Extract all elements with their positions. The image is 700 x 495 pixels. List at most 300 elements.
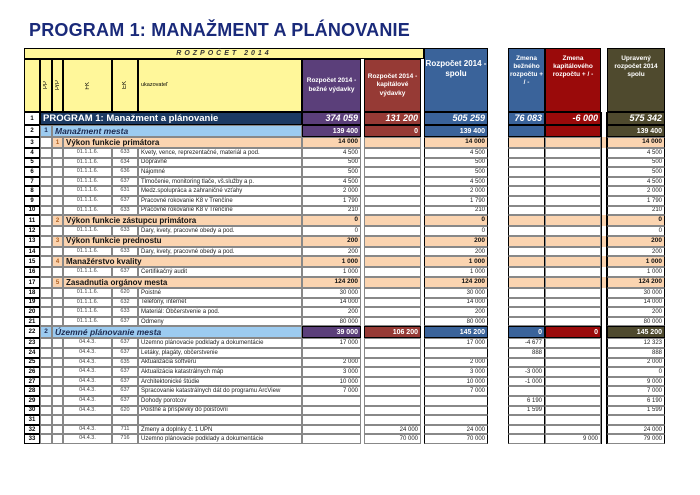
row-zmena-kap [545,226,601,236]
row-fk: 01.1.1.6. [63,226,112,236]
row-zmena-kap [545,206,601,216]
row-bezne: 200 [302,247,361,257]
row-prp [52,148,63,158]
gap-cell [601,125,607,137]
row-zmena-kap [545,158,601,168]
row-zmena-bezne: 6 190 [508,396,545,406]
row-number: 5 [24,158,40,168]
row-pp [40,226,52,236]
row-number: 12 [24,226,40,236]
row-label: Nájomné [138,167,302,177]
row-zmena-bezne: 76 083 [508,112,545,125]
row-ek: 637 [112,317,138,327]
row-kapitalove [364,267,421,277]
row-spolu: 4 500 [424,148,488,158]
row-label: Telefóny, internet [138,298,302,308]
row-prp [52,288,63,298]
row-spolu: 30 000 [424,288,488,298]
row-pp [40,367,52,377]
row-fk: 04.4.3. [63,377,112,387]
row-zmena-bezne [508,236,545,247]
row-ek: 711 [112,425,138,435]
row-number: 8 [24,186,40,196]
row-label: Architektonické štúdie [138,377,302,387]
row-prp: 5 [52,277,63,288]
row-spolu [424,396,488,406]
row-upraveny: 14 000 [607,298,665,308]
row-fk [63,415,112,425]
gap-cell [601,158,607,168]
row-label: Dary, kvety, pracovné obedy a pod. [138,226,302,236]
row-label: Výkon funkcie primátora [63,137,302,148]
row-kapitalove [364,307,421,317]
row-pp [40,196,52,206]
row-upraveny: 0 [607,215,665,226]
gap-cell [601,247,607,257]
gap-cell [601,425,607,435]
row-upraveny: 500 [607,158,665,168]
row-bezne: 39 000 [302,326,361,338]
row-number: 23 [24,338,40,348]
gap-cell [601,338,607,348]
row-fk: 01.1.1.6. [63,206,112,216]
row-label: Územné plánovanie mesta [52,326,302,338]
row-zmena-kap [545,377,601,387]
row-prp [52,307,63,317]
row-pp [40,256,52,267]
gap-cell [601,377,607,387]
row-number: 2 [24,125,40,137]
header-bezne: Rozpočet 2014 - bežné výdavky [302,59,361,112]
row-label: Zasadnutia orgánov mesta [63,277,302,288]
row-spolu: 200 [424,247,488,257]
row-upraveny: 2 000 [607,358,665,368]
row-spolu: 7 000 [424,386,488,396]
row-pp [40,247,52,257]
gap-cell [601,177,607,187]
gap-cell [601,167,607,177]
row-spolu [424,415,488,425]
row-kapitalove [364,148,421,158]
row-zmena-bezne [508,158,545,168]
gap-cell [601,386,607,396]
row-bezne: 17 000 [302,338,361,348]
row-ek: 637 [112,177,138,187]
row-ek: 637 [112,367,138,377]
row-bezne [302,396,361,406]
row-kapitalove [364,277,421,288]
row-zmena-bezne [508,277,545,288]
row-zmena-kap [545,307,601,317]
row-pp [40,348,52,358]
row-zmena-bezne [508,247,545,257]
row-number: 26 [24,367,40,377]
row-prp: 3 [52,236,63,247]
row-zmena-bezne [508,358,545,368]
gap-cell [601,288,607,298]
row-bezne: 10 000 [302,377,361,387]
row-pp [40,317,52,327]
row-zmena-kap [545,137,601,148]
row-fk: 01.1.1.6. [63,167,112,177]
row-kapitalove [364,206,421,216]
row-number: 19 [24,298,40,308]
row-ek: 636 [112,167,138,177]
row-fk: 01.1.1.6. [63,148,112,158]
row-upraveny: 500 [607,167,665,177]
row-spolu: 500 [424,158,488,168]
row-label: Výkon funkcie prednostu [63,236,302,247]
row-number: 3 [24,137,40,148]
row-bezne [302,415,361,425]
row-number: 10 [24,206,40,216]
header-pp [40,59,52,112]
row-zmena-kap [545,277,601,288]
row-zmena-kap [545,396,601,406]
row-pp [40,377,52,387]
row-kapitalove [364,167,421,177]
row-label: Poistné [138,288,302,298]
row-pp: 1 [40,125,52,137]
header-prp [52,59,63,112]
row-fk: 04.4.3. [63,406,112,416]
row-label: Dary, kvety, pracovné obedy a pod. [138,247,302,257]
row-label [138,415,302,425]
row-zmena-kap: -6 000 [545,112,601,125]
row-fk: 04.4.3. [63,434,112,444]
row-kapitalove [364,226,421,236]
row-zmena-bezne [508,425,545,435]
page-title: PROGRAM 1: MANAŽMENT A PLÁNOVANIE [29,20,410,40]
row-upraveny: 79 000 [607,434,665,444]
gap-cell [601,186,607,196]
row-pp [40,167,52,177]
row-number: 9 [24,196,40,206]
row-ek: 633 [112,206,138,216]
header-spolu: Rozpočet 2014 - spolu [424,48,488,112]
row-zmena-kap [545,358,601,368]
row-kapitalove [364,338,421,348]
row-prp [52,158,63,168]
row-prp [52,377,63,387]
row-spolu: 139 400 [424,125,488,137]
row-zmena-bezne [508,196,545,206]
row-number: 6 [24,167,40,177]
row-zmena-kap [545,125,601,137]
row-bezne: 124 200 [302,277,361,288]
row-label: Územno plánovacie podklady a dokumentácie [138,434,302,444]
row-bezne: 0 [302,215,361,226]
row-bezne: 374 059 [302,112,361,125]
row-spolu: 14 000 [424,137,488,148]
row-upraveny: 139 400 [607,125,665,137]
gap-cell [601,396,607,406]
row-zmena-bezne: -3 000 [508,367,545,377]
gap-cell [601,226,607,236]
row-number: 29 [24,396,40,406]
row-prp [52,415,63,425]
row-bezne: 139 400 [302,125,361,137]
row-prp [52,317,63,327]
row-number: 33 [24,434,40,444]
row-zmena-bezne [508,226,545,236]
row-prp [52,338,63,348]
row-zmena-bezne: -1 000 [508,377,545,387]
row-bezne: 3 000 [302,367,361,377]
row-number: 7 [24,177,40,187]
row-kapitalove: 131 200 [364,112,421,125]
row-zmena-kap [545,247,601,257]
row-bezne: 4 500 [302,177,361,187]
header-prp-label: PrP [54,80,61,91]
row-ek: 637 [112,267,138,277]
row-ek: 634 [112,158,138,168]
row-number: 25 [24,358,40,368]
row-spolu: 145 200 [424,326,488,338]
row-zmena-bezne [508,256,545,267]
gap-cell [601,434,607,444]
row-spolu [424,348,488,358]
row-number: 17 [24,277,40,288]
header-ek [112,59,138,112]
row-upraveny: 200 [607,307,665,317]
row-upraveny: 200 [607,247,665,257]
row-pp [40,288,52,298]
row-prp [52,226,63,236]
row-ek: 637 [112,386,138,396]
gap-cell [601,236,607,247]
gap-cell [601,196,607,206]
row-bezne: 210 [302,206,361,216]
row-bezne: 200 [302,236,361,247]
row-upraveny: 7 000 [607,386,665,396]
row-pp [40,434,52,444]
row-zmena-bezne [508,215,545,226]
gap-cell [601,148,607,158]
row-kapitalove [364,348,421,358]
row-fk: 01.1.1.6. [63,317,112,327]
gap-cell [601,112,607,125]
gap-cell [601,367,607,377]
row-kapitalove [364,317,421,327]
row-label: Medz.spolupráca a zahraničné vzťahy [138,186,302,196]
row-zmena-bezne [508,298,545,308]
row-spolu: 14 000 [424,298,488,308]
row-zmena-bezne [508,167,545,177]
row-ek: 716 [112,434,138,444]
row-prp [52,167,63,177]
row-zmena-kap: 9 000 [545,434,601,444]
row-kapitalove [364,137,421,148]
row-label: Letáky, plagáty, občerstvenie [138,348,302,358]
row-upraveny: 2 000 [607,186,665,196]
header-ek-label: EK [122,81,128,90]
row-ek: 633 [112,307,138,317]
row-pp [40,158,52,168]
row-spolu: 3 000 [424,367,488,377]
row-label: Pracovné rokovanie K8 v Trenčíne [138,196,302,206]
row-prp [52,367,63,377]
row-zmena-kap [545,267,601,277]
row-number: 4 [24,148,40,158]
row-spolu [424,406,488,416]
row-fk: 01.1.1.6. [63,288,112,298]
row-number: 31 [24,415,40,425]
gap-cell [601,206,607,216]
row-ek: 635 [112,358,138,368]
row-zmena-kap [545,367,601,377]
row-upraveny: 0 [607,367,665,377]
row-kapitalove [364,236,421,247]
row-upraveny: 145 200 [607,326,665,338]
gap-cell [601,298,607,308]
gap-cell [601,317,607,327]
row-zmena-kap [545,386,601,396]
row-spolu: 17 000 [424,338,488,348]
row-kapitalove [364,298,421,308]
row-zmena-kap [545,186,601,196]
row-pp [40,236,52,247]
row-ek: 637 [112,377,138,387]
row-fk: 01.1.1.6. [63,186,112,196]
budget-banner: ROZPOČET 2014 [24,48,424,59]
row-zmena-bezne [508,415,545,425]
row-pp [40,396,52,406]
row-zmena-bezne: 1 599 [508,406,545,416]
row-upraveny: 1 599 [607,406,665,416]
row-fk: 01.1.1.6. [63,298,112,308]
row-zmena-kap [545,406,601,416]
row-kapitalove [364,158,421,168]
row-label: Pracovné rokovanie K8 v Trenčíne [138,206,302,216]
row-fk: 04.4.3. [63,396,112,406]
row-zmena-bezne [508,125,545,137]
row-upraveny: 30 000 [607,288,665,298]
row-zmena-kap [545,348,601,358]
row-ek: 632 [112,298,138,308]
row-zmena-bezne: -4 677 [508,338,545,348]
row-number: 11 [24,215,40,226]
row-fk: 01.1.1.6. [63,267,112,277]
row-pp [40,338,52,348]
row-upraveny [607,415,665,425]
row-bezne: 14 000 [302,298,361,308]
row-ek: 633 [112,148,138,158]
row-bezne: 500 [302,167,361,177]
header-kapitalove: Rozpočet 2014 - kapitálové výdavky [364,59,421,112]
row-pp [40,148,52,158]
row-zmena-kap [545,425,601,435]
row-kapitalove [364,377,421,387]
row-ek: 637 [112,348,138,358]
row-number: 32 [24,425,40,435]
row-label: Materiál: Občerstvenie a pod. [138,307,302,317]
row-kapitalove: 24 000 [364,425,421,435]
row-zmena-bezne: 888 [508,348,545,358]
row-prp [52,358,63,368]
row-pp: 2 [40,326,52,338]
row-number: 16 [24,267,40,277]
row-fk: 04.4.3. [63,425,112,435]
row-zmena-kap [545,415,601,425]
row-spolu: 0 [424,215,488,226]
row-number: 22 [24,326,40,338]
row-fk: 04.4.3. [63,348,112,358]
row-ek: 633 [112,247,138,257]
row-zmena-kap [545,215,601,226]
row-fk: 04.4.3. [63,358,112,368]
row-fk: 04.4.3. [63,386,112,396]
row-fk: 01.1.1.6. [63,158,112,168]
row-kapitalove [364,196,421,206]
row-prp [52,267,63,277]
row-kapitalove [364,396,421,406]
gap-cell [601,307,607,317]
row-pp [40,277,52,288]
row-zmena-kap [545,177,601,187]
row-label: Poistné a príspevky do poisťovní [138,406,302,416]
row-upraveny: 80 000 [607,317,665,327]
header-fk [63,59,112,112]
row-bezne [302,434,361,444]
row-zmena-kap [545,338,601,348]
row-ek [112,415,138,425]
row-fk: 04.4.3. [63,338,112,348]
row-ek: 637 [112,338,138,348]
gap-cell [601,277,607,288]
row-spolu: 1 000 [424,256,488,267]
row-zmena-kap [545,167,601,177]
row-kapitalove [364,367,421,377]
row-number: 14 [24,247,40,257]
row-upraveny: 9 000 [607,377,665,387]
row-number: 21 [24,317,40,327]
row-label: Územno plánovacie podklady a dokumentácie [138,338,302,348]
row-kapitalove [364,386,421,396]
row-fk: 01.1.1.6. [63,247,112,257]
row-label: Dopravné [138,158,302,168]
row-spolu: 200 [424,307,488,317]
gap-cell [601,348,607,358]
row-upraveny: 6 190 [607,396,665,406]
row-ek: 637 [112,196,138,206]
row-bezne: 0 [302,226,361,236]
row-upraveny: 210 [607,206,665,216]
row-label: Manažérstvo kvality [63,256,302,267]
row-zmena-bezne [508,386,545,396]
header-pp-label: PP [43,81,49,90]
row-bezne: 200 [302,307,361,317]
row-pp [40,215,52,226]
row-spolu: 210 [424,206,488,216]
header-fk-label: FK [84,81,91,90]
row-ek: 631 [112,186,138,196]
row-kapitalove [364,406,421,416]
row-spolu: 2 000 [424,358,488,368]
gap-cell [601,137,607,148]
row-bezne: 2 000 [302,358,361,368]
row-spolu: 70 000 [424,434,488,444]
row-number: 27 [24,377,40,387]
row-bezne: 1 790 [302,196,361,206]
row-pp [40,415,52,425]
row-upraveny: 24 000 [607,425,665,435]
row-fk: 04.4.3. [63,367,112,377]
row-fk: 01.1.1.6. [63,196,112,206]
row-kapitalove [364,415,421,425]
row-fk: 01.1.1.6. [63,307,112,317]
row-label: Výkon funkcie zástupcu primátora [63,215,302,226]
